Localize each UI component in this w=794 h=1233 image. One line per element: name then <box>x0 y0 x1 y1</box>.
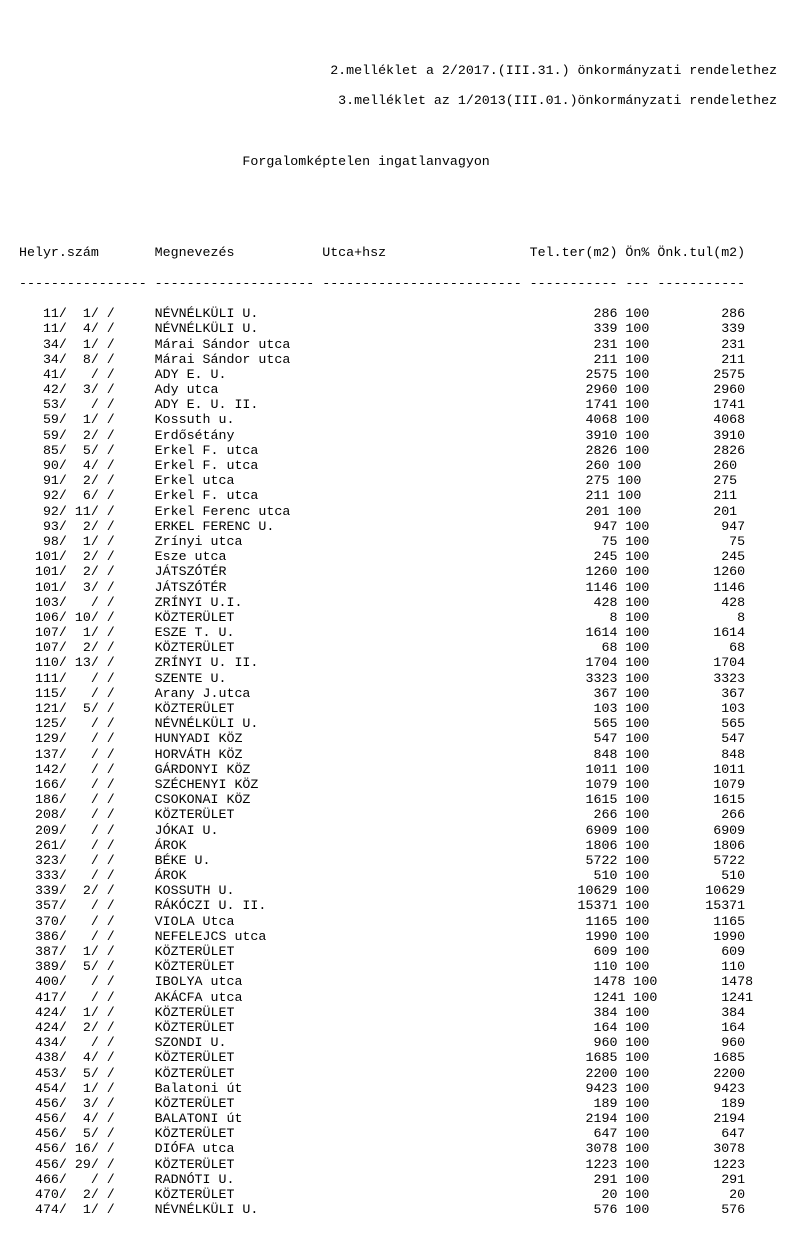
table-row: 387/ 1/ / KÖZTERÜLET 609 100 609 <box>19 944 746 959</box>
table-row: 323/ / / BÉKE U. 5722 100 5722 <box>19 852 746 868</box>
table-row: 11/ 4/ / NÉVNÉLKÜLI U. 339 100 339 <box>19 321 746 337</box>
table-body <box>19 306 777 1217</box>
table-row: 101/ 2/ / Esze utca 245 100 245 <box>19 549 746 565</box>
table-row: 466/ / / RADNÓTI U. 291 100 291 <box>19 1171 746 1187</box>
table-row: 261/ / / ÁROK 1806 100 1806 <box>19 837 746 853</box>
page-title: Forgalomképtelen ingatlanvagyon <box>19 154 490 170</box>
table-header-row: Helyr.szám Megnevezés Utca+hsz Tel.ter(m2) Ön% Önk.tul(m2) <box>19 245 746 261</box>
table-row: 42/ 3/ / Ady utca 2960 100 2960 <box>19 382 746 398</box>
table-row: 389/ 5/ / KÖZTERÜLET 110 100 110 <box>19 959 746 975</box>
table-row: 424/ 2/ / KÖZTERÜLET 164 100 164 <box>19 1019 746 1035</box>
table-row: 90/ 4/ / Erkel F. utca 260 100 260 <box>19 458 738 473</box>
table-row: 434/ / / SZONDI U. 960 100 960 <box>19 1035 746 1051</box>
table-row: 98/ 1/ / Zrínyi utca 75 100 75 <box>19 533 746 549</box>
table-row: 333/ / / ÁROK 510 100 510 <box>19 868 746 884</box>
table-row: 456/ 3/ / KÖZTERÜLET 189 100 189 <box>19 1095 746 1111</box>
table-row: 454/ 1/ / Balatoni út 9423 100 9423 <box>19 1080 746 1096</box>
table-row: 106/ 10/ / KÖZTERÜLET 8 100 8 <box>19 609 746 625</box>
blank-line <box>19 185 777 200</box>
table-row: 208/ / / KÖZTERÜLET 266 100 266 <box>19 807 746 823</box>
table-row: 93/ 2/ / ERKEL FERENC U. 947 100 947 <box>19 518 746 534</box>
table-row: 453/ 5/ / KÖZTERÜLET 2200 100 2200 <box>19 1065 746 1081</box>
table-row: 166/ / / SZÉCHENYI KÖZ 1079 100 1079 <box>19 776 746 792</box>
table-row: 125/ / / NÉVNÉLKÜLI U. 565 100 565 <box>19 716 746 732</box>
table-row: 92/ 6/ / Erkel F. utca 211 100 211 <box>19 488 738 504</box>
table-row: 186/ / / CSOKONAI KÖZ 1615 100 1615 <box>19 792 746 808</box>
table-row: 34/ 8/ / Márai Sándor utca 211 100 211 <box>19 351 746 367</box>
table-row: 129/ / / HUNYADI KÖZ 547 100 547 <box>19 731 746 747</box>
table-row: 438/ 4/ / KÖZTERÜLET 1685 100 1685 <box>19 1050 746 1066</box>
table-row: 417/ / / AKÁCFA utca 1241 100 1241 <box>19 989 754 1005</box>
table-row: 59/ 2/ / Erdősétány 3910 100 3910 <box>19 427 746 443</box>
table-row: 456/ 29/ / KÖZTERÜLET 1223 100 1223 <box>19 1156 746 1172</box>
table-row: 103/ / / ZRÍNYI U.I. 428 100 428 <box>19 594 746 610</box>
table-row: 91/ 2/ / Erkel utca 275 100 275 <box>19 473 738 489</box>
table-separator: ---------------- -------------------- ------------------------- ----------- --- ----------- <box>19 275 746 291</box>
table-row: 111/ / / SZENTE U. 3323 100 3323 <box>19 670 746 686</box>
table-row: 110/ 13/ / ZRÍNYI U. II. 1704 100 1704 <box>19 655 746 671</box>
table-row: 474/ 1/ / NÉVNÉLKÜLI U. 576 100 576 <box>19 1202 746 1218</box>
table-row: 85/ 5/ / Erkel F. utca 2826 100 2826 <box>19 442 746 458</box>
table-row: 370/ / / VIOLA Utca 1165 100 1165 <box>19 913 746 929</box>
table-row: 339/ 2/ / KOSSUTH U. 10629 100 10629 <box>19 883 746 899</box>
blank-line <box>19 124 777 139</box>
table-row: 357/ / / RÁKÓCZI U. II. 15371 100 15371 <box>19 898 746 914</box>
table-row: 101/ 3/ / JÁTSZÓTÉR 1146 100 1146 <box>19 579 746 595</box>
table-row: 107/ 1/ / ESZE T. U. 1614 100 1614 <box>19 625 746 641</box>
table-row: 400/ / / IBOLYA utca 1478 100 1478 <box>19 974 754 990</box>
table-row: 456/ 16/ / DIÓFA utca 3078 100 3078 <box>19 1141 746 1157</box>
attachment-note-2: 3.melléklet az 1/2013(III.01.)önkormányzati rendelethez <box>19 93 778 109</box>
table-row: 41/ / / ADY E. U. 2575 100 2575 <box>19 366 746 382</box>
report-page <box>19 63 777 1233</box>
blank-line <box>19 215 777 230</box>
table-row: 53/ / / ADY E. U. II. 1741 100 1741 <box>19 397 746 413</box>
table-row: 107/ 2/ / KÖZTERÜLET 68 100 68 <box>19 640 746 656</box>
table-row: 121/ 5/ / KÖZTERÜLET 103 100 103 <box>19 701 746 716</box>
table-row: 11/ 1/ / NÉVNÉLKÜLI U. 286 100 286 <box>19 306 746 322</box>
table-row: 92/ 11/ / Erkel Ferenc utca 201 100 201 <box>19 503 738 519</box>
table-row: 59/ 1/ / Kossuth u. 4068 100 4068 <box>19 412 746 428</box>
table-row: 470/ 2/ / KÖZTERÜLET 20 100 20 <box>19 1187 746 1202</box>
table-row: 142/ / / GÁRDONYI KÖZ 1011 100 1011 <box>19 761 746 777</box>
table-row: 456/ 4/ / BALATONI út 2194 100 2194 <box>19 1111 746 1127</box>
table-row: 137/ / / HORVÁTH KÖZ 848 100 848 <box>19 746 746 762</box>
table-row: 115/ / / Arany J.utca 367 100 367 <box>19 685 746 701</box>
attachment-note-1: 2.melléklet a 2/2017.(III.31.) önkormányzati rendelethez <box>19 63 778 78</box>
table-row: 209/ / / JÓKAI U. 6909 100 6909 <box>19 822 746 838</box>
table-row: 456/ 5/ / KÖZTERÜLET 647 100 647 <box>19 1126 746 1142</box>
table-row: 34/ 1/ / Márai Sándor utca 231 100 231 <box>19 336 746 352</box>
table-row: 386/ / / NEFELEJCS utca 1990 100 1990 <box>19 928 746 944</box>
table-row: 424/ 1/ / KÖZTERÜLET 384 100 384 <box>19 1004 746 1020</box>
table-row: 101/ 2/ / JÁTSZÓTÉR 1260 100 1260 <box>19 564 746 580</box>
